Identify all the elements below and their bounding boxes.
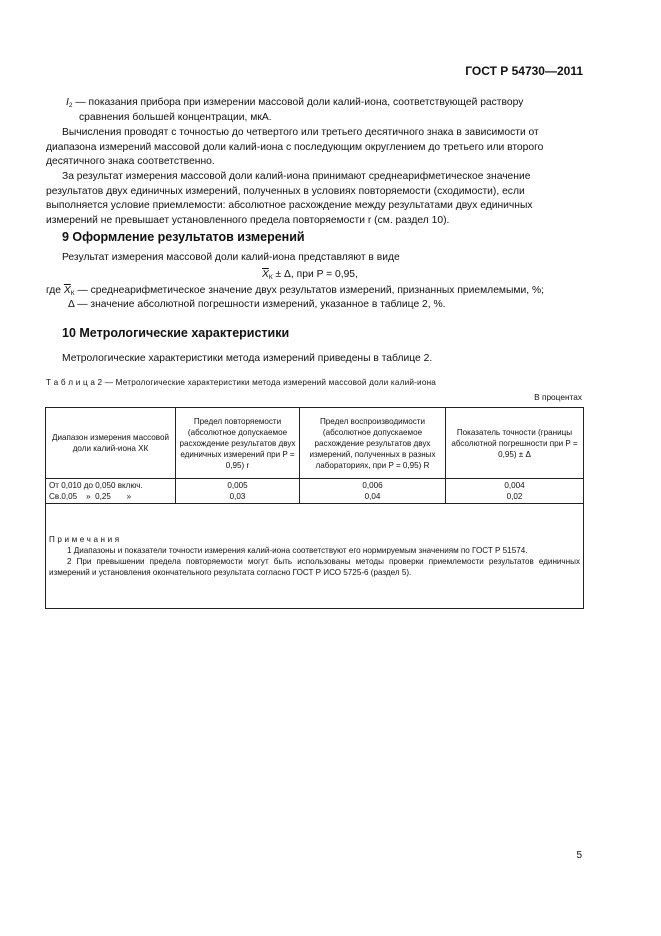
repeatability-cell xyxy=(176,479,300,504)
R-row-2: 0,04 xyxy=(364,492,381,501)
paragraph-result: За результат измерения массовой доли калий-иона принимают среднеарифметическое значение результатов двух единичных измерений, полученных в условиях повторяемости (сходимости), если выполняется условие приемлемости: абсолютное расхождение между результатами двух единичных измерений не превышает установленного предела повторяемости r (см. раздел 10). xyxy=(46,171,533,226)
formula-x: $\overline{X}$ xyxy=(262,269,269,280)
formula-rest: ± Δ, при P = 0,95, xyxy=(275,269,358,280)
R-row-1: 0,006 xyxy=(362,481,383,490)
table-data-row xyxy=(46,479,584,504)
i2-symbol: I xyxy=(66,97,69,108)
table-notes-row xyxy=(46,504,584,609)
where-prefix: где xyxy=(46,285,62,296)
i2-continuation: сравнения большей концентрации, мкА. xyxy=(79,112,272,123)
table-unit: В процентах xyxy=(534,392,582,402)
page-number: 5 xyxy=(576,850,582,861)
range-row-1: От 0,010 до 0,050 включ. xyxy=(49,481,143,490)
range-cell xyxy=(46,479,176,504)
table-notes xyxy=(46,504,584,609)
where-x-subscript: К xyxy=(70,290,75,297)
section-10-paragraph: Метрологические характеристики метода измерений приведены в таблице 2. xyxy=(62,353,433,364)
section-10-title: 10 Метрологические характеристики xyxy=(62,326,290,340)
header-accuracy: Показатель точности (границы абсолютной погрешности при P = 0,95) ± Δ xyxy=(446,408,584,479)
i2-subscript: 2 xyxy=(68,102,73,109)
result-formula xyxy=(262,268,358,286)
metrology-table xyxy=(45,407,584,609)
delta-row-1: 0,004 xyxy=(504,481,525,490)
table-header-row xyxy=(46,408,584,479)
i2-text: — показания прибора при измерении массовой доли калий-иона, соответствующей раствору xyxy=(75,97,524,108)
formula-subscript: К xyxy=(268,274,273,281)
where-x-text: — среднеарифметическое значение двух результатов измерений, признанных приемлемыми, %; xyxy=(77,285,544,296)
where-delta-symbol: Δ xyxy=(68,299,75,310)
header-reproducibility: Предел воспроизводимости (абсолютное допускаемое расхождение результатов двух измерений, полученных в разных лабораториях, при P = 0,95) R xyxy=(300,408,446,479)
delta-row-2: 0,02 xyxy=(506,492,523,501)
header-range: Диапазон измерения массовой доли калий-иона XК xyxy=(46,408,176,479)
range-row-2: Св.0,05 » 0,25 » xyxy=(49,492,132,501)
section-9-paragraph: Результат измерения массовой доли калий-иона представляют в виде xyxy=(62,252,400,263)
notes-title: Примечания xyxy=(49,535,122,544)
header-repeatability: Предел повторяемости (абсолютное допускаемое расхождение результатов двух единичных измерений при P = 0,95) r xyxy=(176,408,300,479)
r-row-2: 0,03 xyxy=(229,492,246,501)
table-caption: Т а б л и ц а 2 — Метрологические характеристики метода измерений массовой доли калий-иона xyxy=(46,378,437,387)
r-row-1: 0,005 xyxy=(227,481,248,490)
section-9-title: 9 Оформление результатов измерений xyxy=(62,230,305,244)
document-header: ГОСТ Р 54730—2011 xyxy=(465,64,583,78)
where-delta-line xyxy=(68,298,446,313)
where-x-symbol: $\overline{X}$ xyxy=(63,285,71,296)
note-2: 2 При превышении предела повторяемости могут быть использованы методы проверки приемлемости результатов единичных измерений и установления окончательного результата согласно ГОСТ Р ИСО 5725-6 (раздел 5). xyxy=(49,557,580,577)
reproducibility-cell xyxy=(300,479,446,504)
note-1: 1 Диапазоны и показатели точности измерения калий-иона соответствуют его нормируемым значениям по ГОСТ Р 51574. xyxy=(67,546,528,555)
where-delta-text: — значение абсолютной погрешности измерений, указанное в таблице 2, %. xyxy=(77,299,446,310)
accuracy-cell xyxy=(446,479,584,504)
paragraph-calculation: Вычисления проводят с точностью до четвертого или третьего десятичного знака в зависимости от диапазона измерений массовой доли калий-иона с последующим округлением до третьего или второго десятичного знака соответственно. xyxy=(46,127,544,168)
